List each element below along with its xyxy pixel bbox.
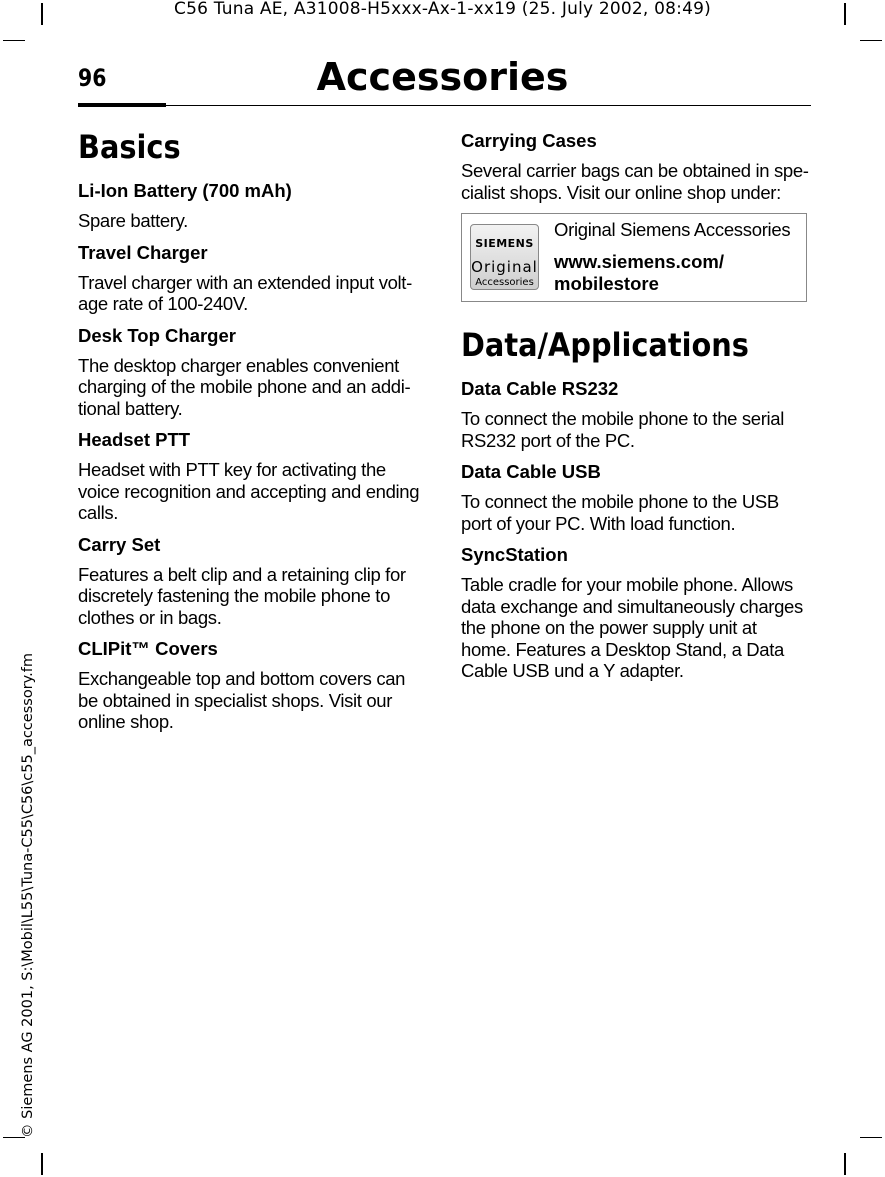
logo-accessories: Accessories [475, 277, 534, 288]
basics-item [78, 534, 423, 629]
basics-item [78, 180, 423, 232]
online-shop-note-box [461, 213, 807, 302]
item-text: Table cradle for your mobile phone. Allows data exchange and simultaneously charges the phone on the power supply unit at home. Features a Desktop Stand, a Data Cable USB und a Y adapter. [461, 574, 803, 681]
basics-item [78, 429, 423, 524]
crop-mark [860, 1137, 882, 1138]
item-heading: Travel Charger [78, 241, 208, 263]
right-column [461, 130, 811, 692]
section-title-data-applications: Data/Applications [461, 326, 749, 364]
item-heading: Carry Set [78, 533, 161, 555]
item-text: To connect the mobile phone to the serial RS232 port of the PC. [461, 408, 784, 451]
item-heading: SyncStation [461, 544, 568, 565]
crop-mark [41, 1153, 43, 1175]
carrying-cases-item [461, 130, 811, 203]
data-apps-item [461, 461, 811, 534]
crop-mark [3, 40, 25, 41]
item-text: Spare battery. [78, 210, 188, 231]
item-text: The desktop charger enables convenient charging of the mobile phone and an addi-tional battery. [78, 354, 411, 419]
crop-mark [860, 40, 882, 41]
item-text: Headset with PTT key for activating the voice recognition and accepting and ending calls. [78, 459, 420, 523]
logo-brand: SIEMENS [475, 237, 534, 250]
item-heading: Data Cable USB [461, 461, 601, 482]
item-heading: Li-Ion Battery (700 mAh) [78, 180, 292, 201]
left-column [78, 128, 423, 743]
section-title-basics: Basics [78, 128, 181, 166]
logo-original: Original [471, 258, 538, 276]
data-apps-item [461, 544, 811, 682]
copyright-side-note: © Siemens AG 2001, S:\Mobil\L55\Tuna-C55\C56\c55_accessory.fm [20, 653, 36, 1138]
basics-item [78, 638, 423, 733]
note-title: Original Siemens Accessories [554, 219, 791, 240]
header-rule-accent [78, 103, 166, 107]
page-number: 96 [78, 64, 107, 92]
basics-item [78, 242, 423, 315]
item-heading: Desk Top Charger [78, 324, 236, 346]
item-text: Features a belt clip and a retaining clip for discretely fastening the mobile phone to clothes or in bags. [78, 563, 406, 628]
basics-item [78, 325, 423, 420]
item-text: To connect the mobile phone to the USB port of your PC. With load function. [461, 491, 779, 534]
item-heading: Headset PTT [78, 429, 191, 450]
siemens-original-accessories-logo [470, 224, 539, 290]
item-heading: Data Cable RS232 [461, 378, 619, 399]
shop-url-link[interactable]: www.siemens.com/ mobilestore [554, 251, 724, 294]
page-title: Accessories [316, 55, 569, 99]
file-info-header: C56 Tuna AE, A31008-H5xxx-Ax-1-xx19 (25. July 2002, 08:49) [174, 0, 711, 19]
item-text: Travel charger with an extended input volt-age rate of 100-240V. [78, 271, 412, 314]
item-heading: Carrying Cases [461, 130, 597, 151]
item-heading: CLIPit™ Covers [78, 638, 218, 659]
crop-mark [844, 1153, 846, 1175]
item-text: Several carrier bags can be obtained in spe-cialist shops. Visit our online shop under: [461, 160, 809, 203]
data-apps-item [461, 378, 811, 451]
item-text: Exchangeable top and bottom covers can be obtained in specialist shops. Visit our online shop. [78, 668, 406, 732]
header-rule [78, 105, 811, 106]
